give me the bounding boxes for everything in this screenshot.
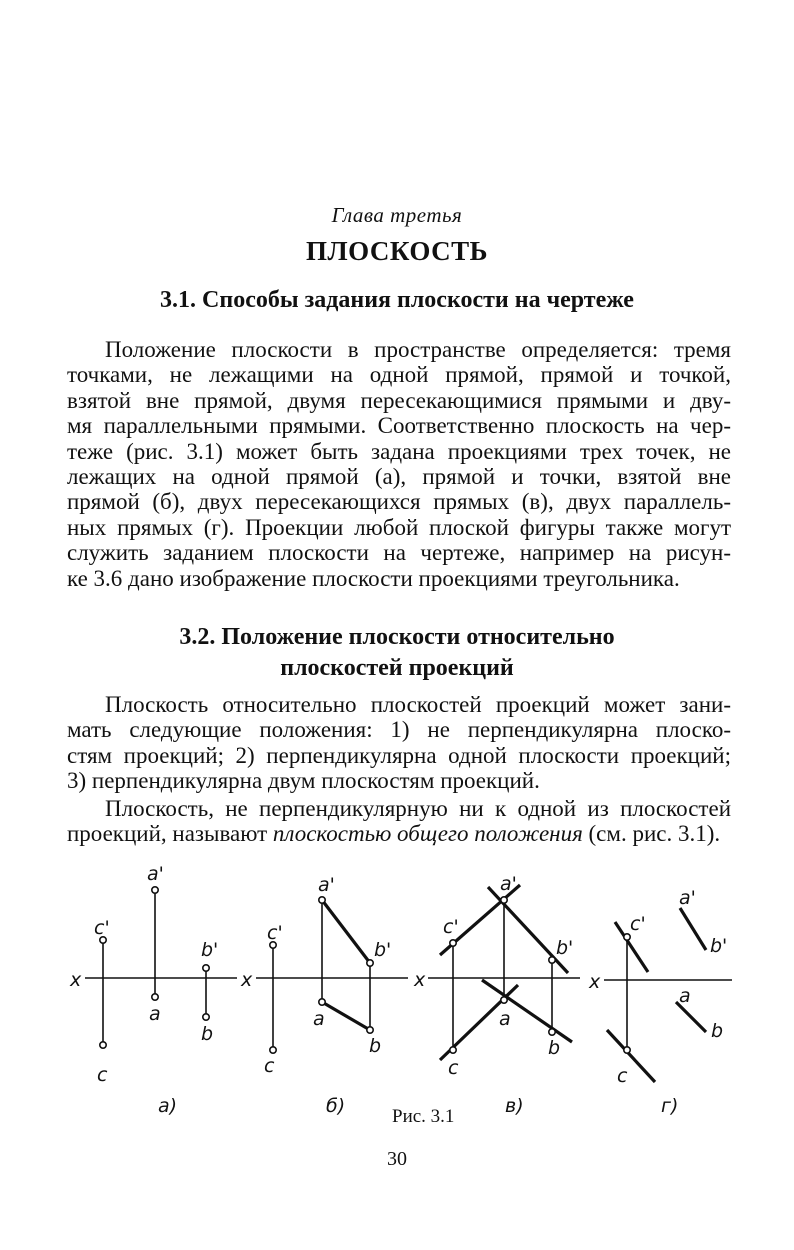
point-c: [450, 1047, 456, 1053]
text-line: ке 3.6 дано изображение плоскости проекциями треугольника.: [67, 565, 680, 591]
subfigure-label-g: г): [661, 1095, 679, 1117]
label-a-prime: a': [147, 863, 164, 885]
text-line: Положение плоскости в пространстве определяется: тремя: [105, 337, 731, 362]
text-line: [67, 821, 731, 846]
point-c-prime: [450, 940, 456, 946]
point-c: [624, 1047, 630, 1053]
point-b-prime: [549, 957, 555, 963]
label-a: a: [149, 1003, 161, 1025]
text-line: лежащих на одной прямой (а), прямой и точки, взятой вне: [67, 463, 731, 489]
section-heading-3-2-line2: плоскостей проекций: [280, 655, 514, 681]
text-fragment: (см. рис. 3.1).: [582, 821, 721, 847]
subfigure-b-drawing: [256, 897, 408, 1053]
point-b: [549, 1029, 555, 1035]
line-segment: [680, 908, 706, 950]
point-a-prime: [501, 897, 507, 903]
text-line: мать следующие положения: 1) не перпендикулярна плоско-: [67, 717, 731, 743]
x-axis-label: x: [70, 969, 82, 991]
line-segment: [488, 887, 568, 973]
section-3-1-paragraph: [67, 337, 731, 591]
label-c: c: [264, 1055, 275, 1077]
point-a: [501, 997, 507, 1003]
label-a-prime: a': [318, 874, 335, 896]
text-line: Плоскость, не перпендикулярную ни к одной из плоскостей: [105, 796, 731, 821]
chapter-label: Глава третья: [331, 203, 463, 227]
label-c: c: [617, 1065, 628, 1087]
label-c-prime: c': [443, 916, 459, 938]
x-axis-label: x: [414, 969, 426, 991]
subfigure-label-a: а): [158, 1095, 178, 1117]
text-line: ных прямых (г). Проекции любой плоской фигуры также могут: [67, 514, 731, 540]
label-b-prime: b': [374, 939, 392, 961]
subfigure-v-drawing: [428, 885, 580, 1060]
label-c: c: [448, 1057, 459, 1079]
text-line: стям проекций; 2) перпендикулярна одной плоскости проекций;: [67, 742, 731, 768]
subfigure-a-drawing: [85, 887, 237, 1048]
label-b: b: [369, 1035, 382, 1057]
text-line: точками, не лежащими на одной прямой, прямой и точкой,: [67, 362, 731, 388]
section-3-2-paragraph-2: [67, 796, 731, 847]
point-a-prime: [152, 887, 158, 893]
line-segment: [322, 900, 370, 963]
label-b: b: [201, 1023, 214, 1045]
line-segment: [322, 1002, 370, 1030]
section-heading-3-1: 3.1. Способы задания плоскости на чертеже: [160, 287, 634, 313]
text-line: служить заданием плоскости на чертеже, например на рисун-: [67, 540, 731, 566]
label-c-prime: c': [630, 913, 646, 935]
x-axis-label: x: [589, 971, 601, 993]
point-a-prime: [319, 897, 325, 903]
subfigure-label-v: в): [505, 1095, 524, 1117]
label-a: a: [499, 1008, 511, 1030]
text-line: 3) перпендикулярна двум плоскостям проекций.: [67, 768, 540, 794]
label-a: a: [313, 1008, 325, 1030]
label-b-prime: b': [556, 937, 574, 959]
text-line: мя параллельными прямыми. Соответственно плоскость на чер-: [67, 413, 731, 439]
label-b-prime: b': [201, 939, 219, 961]
page-title: ПЛОСКОСТЬ: [305, 236, 489, 266]
label-a-prime: a': [500, 873, 517, 895]
point-a: [319, 999, 325, 1005]
section-heading-3-2-line1: 3.2. Положение плоскости относительно: [179, 624, 615, 650]
point-b-prime: [367, 960, 373, 966]
subfigure-label-b: б): [326, 1095, 346, 1117]
text-fragment: проекций, называют: [67, 821, 273, 847]
line-segment: [482, 980, 572, 1042]
label-c-prime: c': [267, 922, 283, 944]
label-b-prime: b': [710, 935, 728, 957]
label-b: b: [711, 1020, 724, 1042]
italic-term: плоскостью общего положения: [272, 821, 583, 847]
label-b: b: [548, 1037, 561, 1059]
label-a: a: [679, 985, 691, 1007]
point-b: [367, 1027, 373, 1033]
figure-3-1-drawing: [0, 860, 794, 1120]
point-b: [203, 1014, 209, 1020]
label-a-prime: a': [679, 887, 696, 909]
text-line: прямой (б), двух пересекающихся прямых (в), двух параллель-: [67, 489, 731, 515]
point-b-prime: [203, 965, 209, 971]
line-segment: [607, 1030, 655, 1082]
x-axis-label: x: [241, 969, 253, 991]
label-c: c: [97, 1064, 108, 1086]
text-line: взятой вне прямой, двумя пересекающимися прямыми и дву-: [67, 387, 731, 413]
point-a: [152, 994, 158, 1000]
text-line: Плоскость относительно плоскостей проекций может зани-: [105, 692, 731, 717]
section-3-2-paragraph-1: [67, 692, 731, 794]
label-c-prime: c': [94, 917, 110, 939]
text-line: теже (рис. 3.1) может быть задана проекциями трех точек, не: [67, 438, 731, 464]
point-c: [270, 1047, 276, 1053]
figure-caption: Рис. 3.1: [392, 1106, 455, 1127]
point-c: [100, 1042, 106, 1048]
page-number: 30: [387, 1148, 407, 1170]
